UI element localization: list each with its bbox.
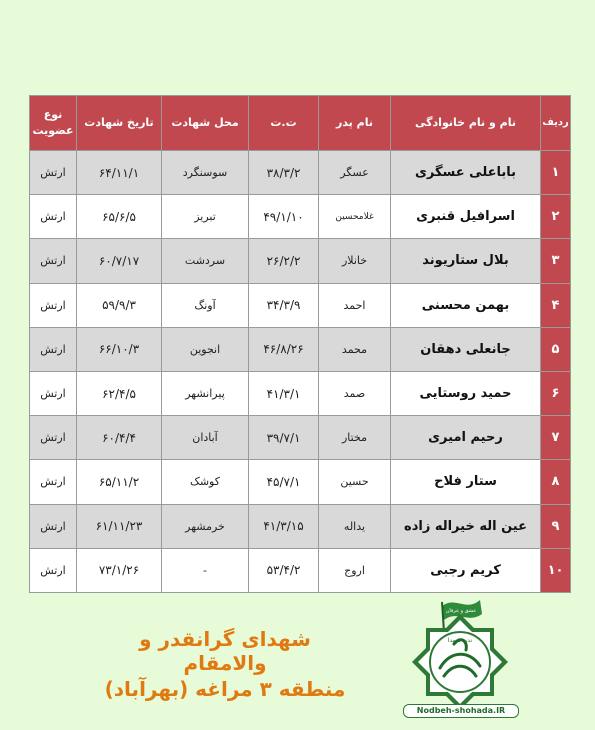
row-number: ۲ [541, 195, 571, 239]
father-name: صمد [319, 371, 391, 415]
father-name: اروج [319, 548, 391, 592]
martyr-name: اسرافیل قنبری [391, 195, 541, 239]
martyr-name: عین اله خیراله زاده [391, 504, 541, 548]
martyrdom-place: انجوین [162, 327, 249, 371]
table-body [30, 151, 571, 593]
table-row [30, 283, 571, 327]
martyrdom-place: آبادان [162, 416, 249, 460]
row-number: ۸ [541, 460, 571, 504]
membership-type: ارتش [30, 151, 77, 195]
father-name: یداله [319, 504, 391, 548]
birth-date: ۳۴/۳/۹ [249, 283, 319, 327]
martyrdom-date: ۶۱/۱۱/۲۳ [77, 504, 162, 548]
membership-type: ارتش [30, 283, 77, 327]
martyrdom-date: ۶۲/۴/۵ [77, 371, 162, 415]
martyrdom-date: ۶۰/۷/۱۷ [77, 239, 162, 283]
header-place: محل شهادت [162, 96, 249, 151]
father-name: احمد [319, 283, 391, 327]
row-number: ۴ [541, 283, 571, 327]
birth-date: ۳۹/۷/۱ [249, 416, 319, 460]
table-row [30, 548, 571, 592]
birth-date: ۲۶/۲/۲ [249, 239, 319, 283]
membership-type: ارتش [30, 504, 77, 548]
martyrdom-date: ۶۵/۱۱/۲ [77, 460, 162, 504]
membership-type: ارتش [30, 195, 77, 239]
father-name: محمد [319, 327, 391, 371]
martyrs-table-container [29, 95, 570, 593]
table-row [30, 371, 571, 415]
table-row [30, 151, 571, 195]
website-url[interactable]: Nodbeh-shohada.IR [403, 704, 519, 718]
flag-text: عشق و عرفان [445, 608, 477, 614]
header-father: نام پدر [319, 96, 391, 151]
membership-type: ارتش [30, 548, 77, 592]
row-number: ۹ [541, 504, 571, 548]
emblem-text: ندبه شهدا [447, 637, 473, 644]
row-number: ۱۰ [541, 548, 571, 592]
martyrdom-place: آونگ [162, 283, 249, 327]
martyrdom-place: - [162, 548, 249, 592]
martyr-name: کریم رجبی [391, 548, 541, 592]
birth-date: ۵۳/۴/۲ [249, 548, 319, 592]
martyrs-table [29, 95, 571, 593]
father-name: عسگر [319, 151, 391, 195]
header-row-number: ردیف [541, 96, 571, 151]
table-row [30, 327, 571, 371]
birth-date: ۴۱/۳/۱۵ [249, 504, 319, 548]
row-number: ۳ [541, 239, 571, 283]
nodbeh-shohada-logo [398, 592, 522, 720]
header-birth: ت.ت [249, 96, 319, 151]
martyrdom-date: ۷۳/۱/۲۶ [77, 548, 162, 592]
birth-date: ۴۱/۳/۱ [249, 371, 319, 415]
row-number: ۶ [541, 371, 571, 415]
martyrdom-date: ۶۵/۶/۵ [77, 195, 162, 239]
header-type: نوع عضویت [30, 96, 77, 151]
membership-type: ارتش [30, 327, 77, 371]
table-row [30, 239, 571, 283]
martyrdom-date: ۶۴/۱۱/۱ [77, 151, 162, 195]
martyrdom-place: کوشک [162, 460, 249, 504]
martyrdom-place: پیرانشهر [162, 371, 249, 415]
table-row [30, 504, 571, 548]
birth-date: ۳۸/۳/۲ [249, 151, 319, 195]
row-number: ۵ [541, 327, 571, 371]
birth-date: ۴۹/۱/۱۰ [249, 195, 319, 239]
martyrdom-date: ۵۹/۹/۳ [77, 283, 162, 327]
martyr-name: بلال ستاریوند [391, 239, 541, 283]
table-header-row [30, 96, 571, 151]
father-name: غلامحسین [319, 195, 391, 239]
birth-date: ۴۶/۸/۲۶ [249, 327, 319, 371]
membership-type: ارتش [30, 239, 77, 283]
martyrdom-place: سردشت [162, 239, 249, 283]
martyrdom-place: خرمشهر [162, 504, 249, 548]
footer-subtitle: منطقه ۳ مراغه (بهرآباد) [104, 677, 346, 701]
martyr-name: ستار فلاح [391, 460, 541, 504]
father-name: مختار [319, 416, 391, 460]
row-number: ۷ [541, 416, 571, 460]
father-name: خانلار [319, 239, 391, 283]
emblem-star-icon [412, 614, 508, 710]
martyr-name: جانعلی دهقان [391, 327, 541, 371]
membership-type: ارتش [30, 460, 77, 504]
martyrdom-date: ۶۰/۴/۴ [77, 416, 162, 460]
martyr-name: حمید روستایی [391, 371, 541, 415]
martyr-name: باباعلی عسگری [391, 151, 541, 195]
header-name: نام و نام خانوادگی [391, 96, 541, 151]
row-number: ۱ [541, 151, 571, 195]
martyr-name: بهمن محسنی [391, 283, 541, 327]
header-date: تاریخ شهادت [77, 96, 162, 151]
table-row [30, 416, 571, 460]
birth-date: ۴۵/۷/۱ [249, 460, 319, 504]
martyrdom-place: سوسنگرد [162, 151, 249, 195]
martyrdom-place: تبریز [162, 195, 249, 239]
footer-title: شهدای گرانقدر و والامقام [139, 627, 311, 675]
table-row [30, 195, 571, 239]
membership-type: ارتش [30, 371, 77, 415]
father-name: حسین [319, 460, 391, 504]
membership-type: ارتش [30, 416, 77, 460]
martyrdom-date: ۶۶/۱۰/۳ [77, 327, 162, 371]
table-row [30, 460, 571, 504]
martyr-name: رحیم امیری [391, 416, 541, 460]
